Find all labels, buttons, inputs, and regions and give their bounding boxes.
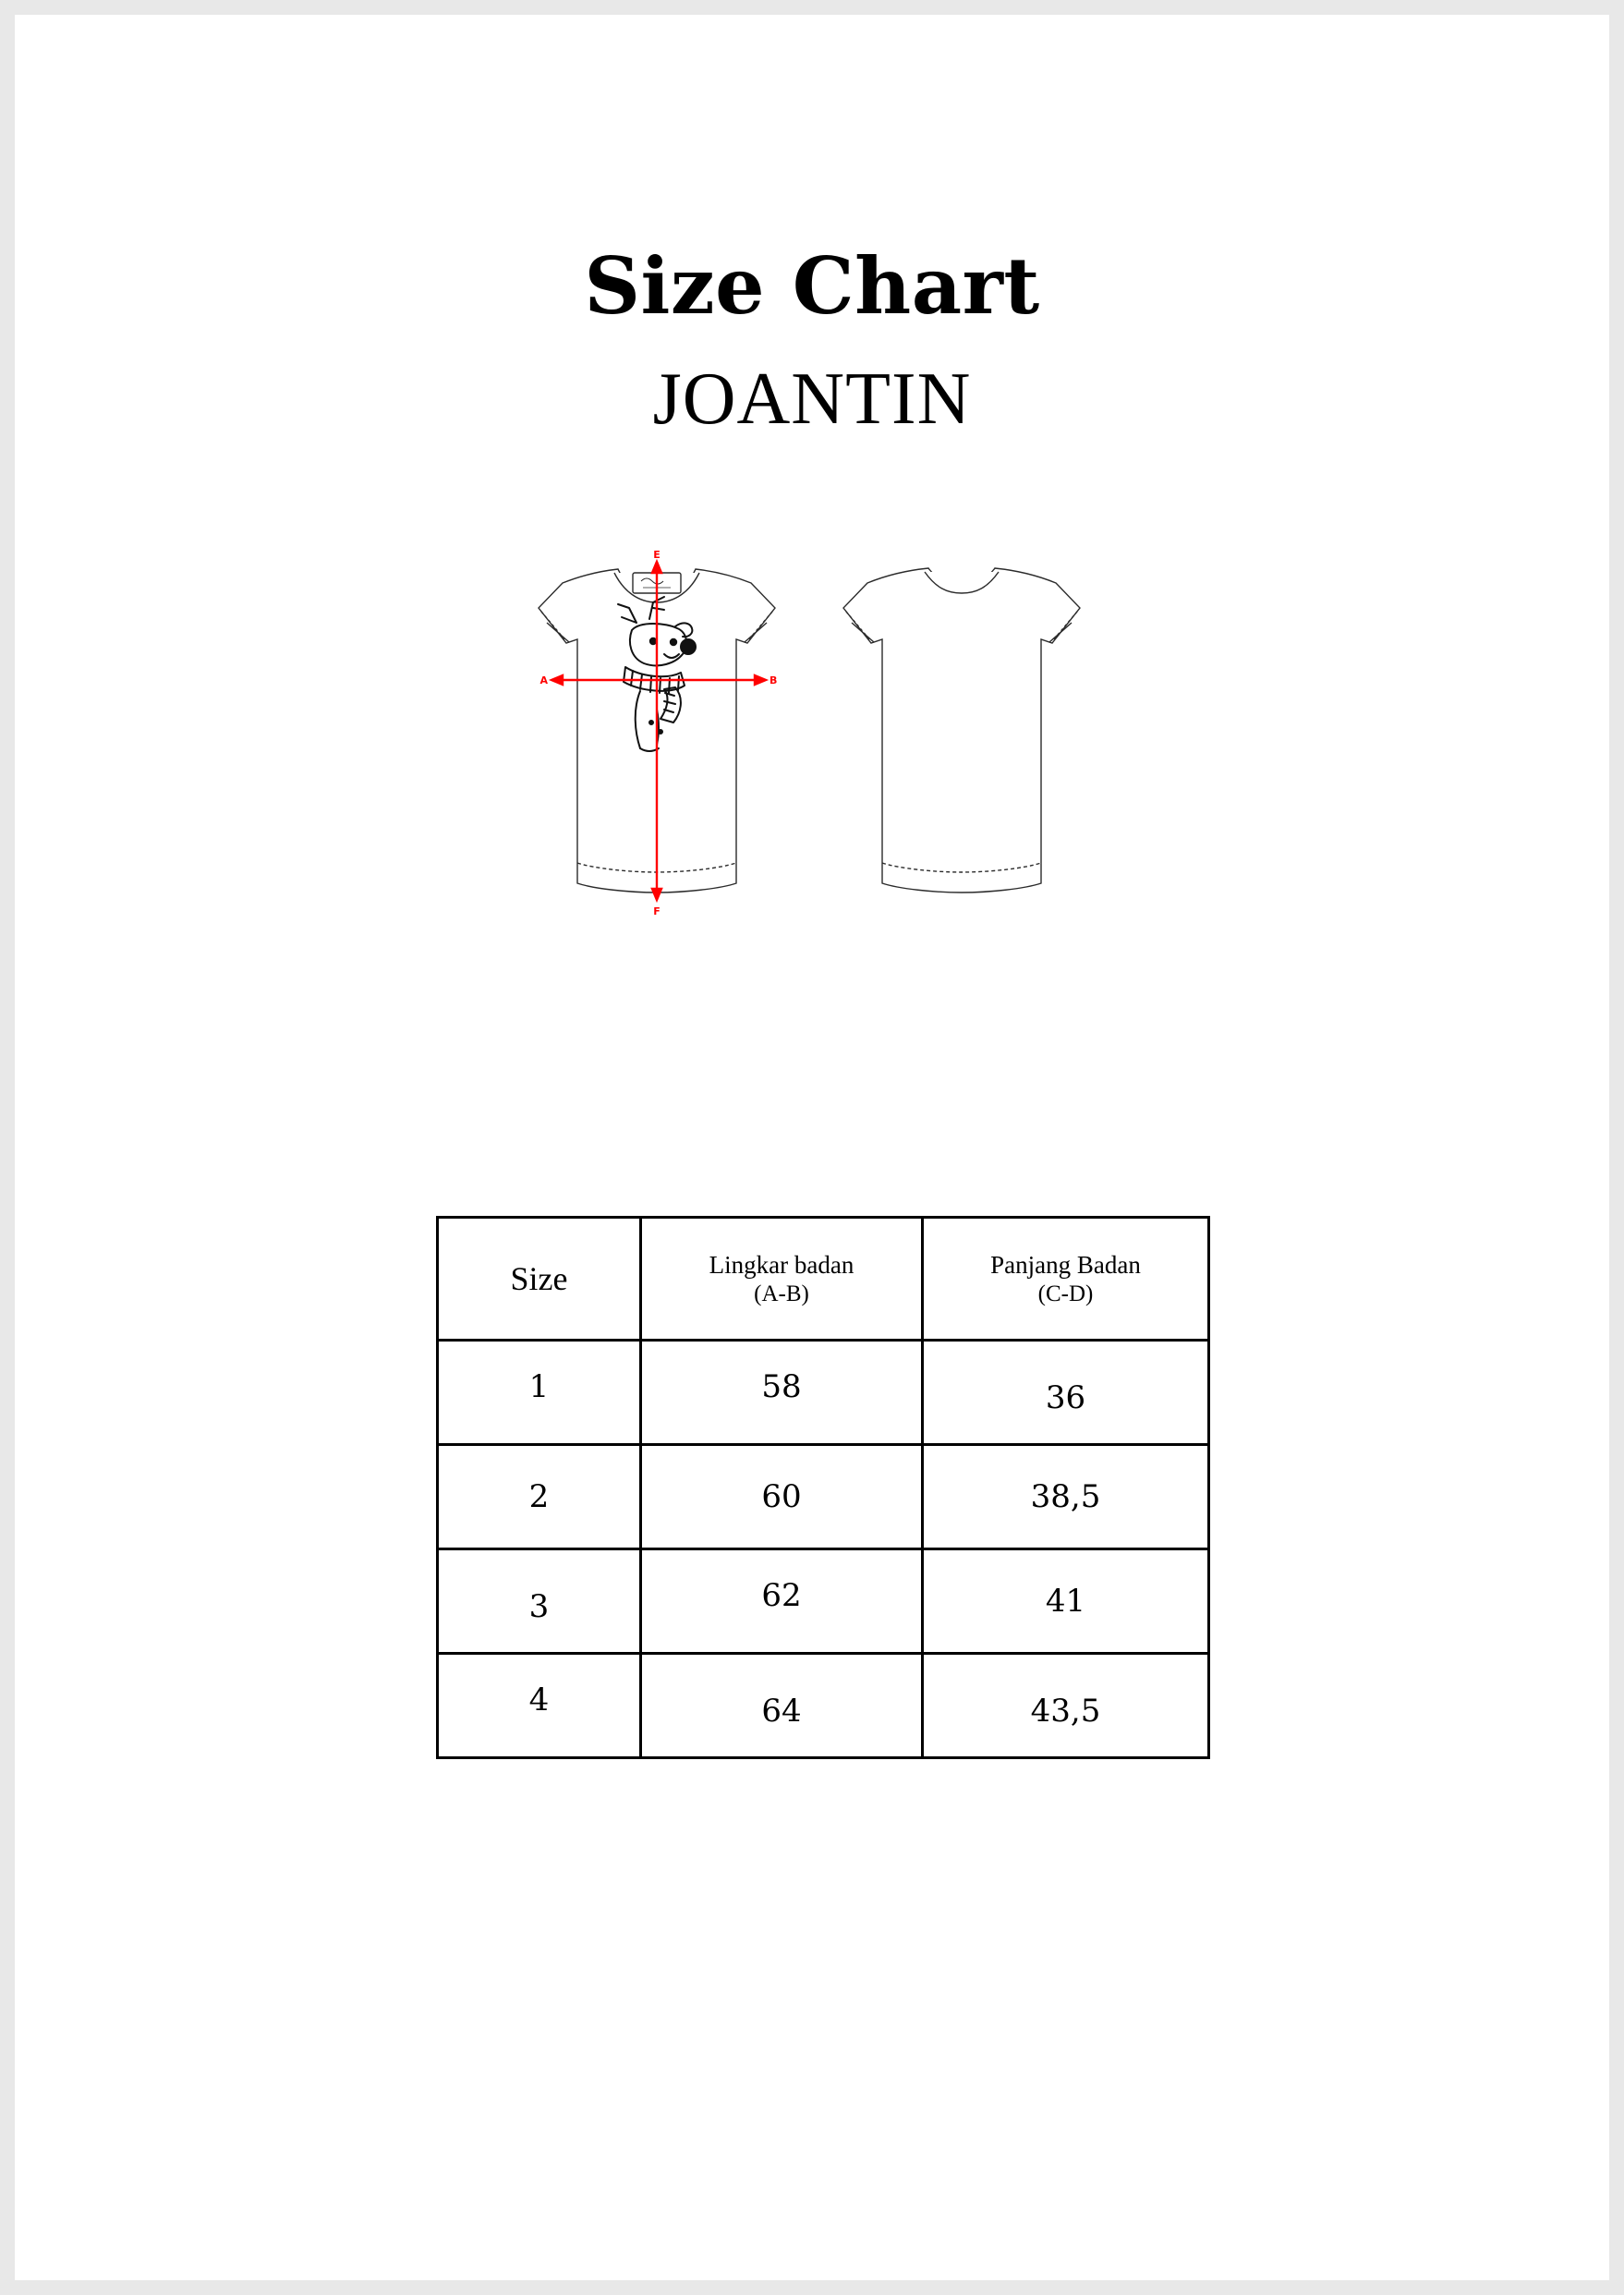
table-body bbox=[438, 1341, 1209, 1758]
column-header-size: Size bbox=[438, 1218, 641, 1341]
size-chart-table bbox=[436, 1216, 1210, 1759]
cell-size: 2 bbox=[528, 1478, 550, 1515]
column-header-panjang-badan bbox=[923, 1218, 1209, 1341]
cell-lingkar-badan: 60 bbox=[761, 1478, 802, 1515]
cell-lingkar-badan: 62 bbox=[761, 1577, 802, 1614]
column-header-lingkar-badan-main: Lingkar badan bbox=[709, 1250, 854, 1279]
cell-size: 1 bbox=[528, 1368, 550, 1405]
title-block bbox=[15, 240, 1609, 440]
column-header-lingkar-badan-sub: (A-B) bbox=[754, 1281, 809, 1306]
cell-panjang-badan: 43,5 bbox=[1030, 1693, 1101, 1730]
document-page bbox=[15, 15, 1609, 2280]
column-header-panjang-badan-sub: (C-D) bbox=[1037, 1281, 1094, 1306]
tshirt-technical-drawing bbox=[442, 551, 1182, 948]
table-row bbox=[438, 1445, 1209, 1549]
table-header-row bbox=[438, 1218, 1209, 1341]
brand-name: JOANTIN bbox=[652, 358, 972, 440]
cell-lingkar-badan: 64 bbox=[761, 1693, 802, 1730]
table-row bbox=[438, 1549, 1209, 1654]
cell-lingkar-badan: 58 bbox=[761, 1368, 802, 1405]
svg-text:F: F bbox=[653, 905, 661, 917]
cell-panjang-badan: 36 bbox=[1045, 1379, 1086, 1416]
svg-text:E: E bbox=[653, 551, 661, 561]
t-shirt-back-view bbox=[843, 568, 1080, 892]
column-header-panjang-badan-main: Panjang Badan bbox=[990, 1250, 1141, 1279]
page-title: Size Chart bbox=[584, 240, 1040, 332]
svg-text:B: B bbox=[770, 674, 778, 686]
cell-size: 4 bbox=[528, 1682, 550, 1718]
size-table-container bbox=[436, 1216, 1194, 1759]
cell-panjang-badan: 38,5 bbox=[1030, 1478, 1101, 1515]
table-row bbox=[438, 1341, 1209, 1445]
table-row bbox=[438, 1654, 1209, 1758]
shirt-illustrations bbox=[15, 551, 1609, 966]
svg-text:A: A bbox=[539, 674, 548, 686]
cell-panjang-badan: 41 bbox=[1045, 1583, 1086, 1620]
column-header-lingkar-badan bbox=[641, 1218, 923, 1341]
cell-size: 3 bbox=[528, 1588, 550, 1625]
table-header bbox=[438, 1218, 1209, 1341]
